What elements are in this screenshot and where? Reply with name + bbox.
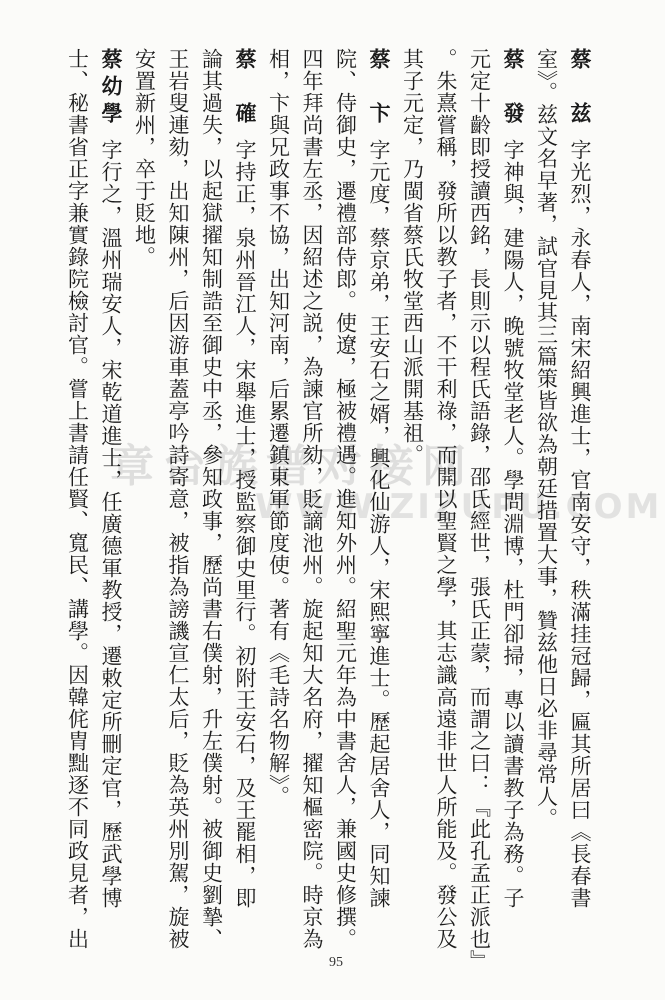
text-column <box>568 48 592 909</box>
text-column <box>501 48 525 909</box>
column-text: 安置新州，卒于貶地。 <box>132 48 157 268</box>
text-column <box>233 48 257 909</box>
column-text: 論其過失，以起獄擢知制誥至御史中丞，參知政事，歷尚書右僕射，升左僕射。被御史劉摯、 <box>199 48 224 950</box>
entry-name: 蔡 卞 <box>367 48 392 129</box>
column-text: 王岩叟連劾，出知陳州，后因游車蓋亭吟詩寄意，被指為謗譏宣仁太后，貶為英州別駕，旋被 <box>166 48 190 950</box>
text-column <box>66 48 90 950</box>
text-column <box>300 48 324 950</box>
text-column <box>166 48 190 950</box>
column-text: 字持正，泉州晉江人，宋舉進士，授監察御史里行。初附王安石，及王罷相，即 <box>233 139 257 909</box>
text-column <box>535 48 559 830</box>
column-text: 字元度，蔡京弟，王安石之婿，興化仙游人，宋熙寧進士。歷起居舍人，同知諫 <box>367 139 391 909</box>
column-text: 字神與，建陽人，晚號牧堂老人。學問淵博，杜門卻掃，專以讀書教子為務。子 <box>501 139 525 909</box>
text-column <box>200 48 224 950</box>
watermark-url: WWW.ZIZUPU.COM <box>255 487 663 527</box>
watermark-text: 章台族谱对接网 <box>110 441 474 492</box>
column-text: 其子元定，乃閩省蔡氏牧堂西山派開基祖。 <box>400 48 425 466</box>
column-text: 。朱熹嘗稱，發所以教子者，不干利祿，而開以聖賢之學，其志識高遠非世人所能及。發公及 <box>434 48 458 950</box>
column-text: 元定十齡即授讀西銘，長則示以程氏語錄，邵氏經世，張氏正蒙，而謂之曰：『此孔孟正派也』 <box>467 48 492 972</box>
text-column <box>267 48 291 808</box>
column-text: 字光烈，永春人，南宋紹興進士，官南安守，秩滿挂冠歸，匾其所居曰《長春書 <box>568 139 592 909</box>
column-text: 院、侍御史，遷禮部侍郎。使遼，極被禮遇。進知外州。紹聖元年為中書舍人，兼國史修撰。 <box>333 48 358 950</box>
text-column <box>401 48 425 466</box>
text-column <box>367 48 391 909</box>
page-number: 95 <box>329 955 343 970</box>
entry-name: 蔡 兹 <box>568 48 593 129</box>
entry-name: 蔡 發 <box>501 48 526 129</box>
column-text: 四年拜尚書左丞，因紹述之説，為諫官所劾，貶謫池州。旋起知大名府，擢知樞密院。時京為 <box>300 48 324 950</box>
text-column <box>99 48 123 909</box>
entry-name: 蔡 確 <box>233 48 258 129</box>
text-column <box>468 48 492 972</box>
text-column <box>334 48 358 950</box>
column-text: 士、秘書省正字兼實錄院檢討官。嘗上書請任賢、寬民、講學。因韓侂胄黜逐不同政見者，出 <box>65 48 90 950</box>
entry-name: 蔡幼學 <box>99 48 124 129</box>
column-text: 字行之，溫州瑞安人，宋乾道進士，任廣德軍教授，遷敕定所刪定官，歷武學博 <box>99 139 123 909</box>
text-column <box>434 48 458 950</box>
text-column <box>133 48 157 268</box>
column-text: 室》。兹文名早著，試官見其三篇策皆欲為朝廷措置大事，贊兹他日必非尋常人。 <box>534 48 559 830</box>
column-text: 相，卞與兄政事不協，出知河南，后累遷鎮東軍節度使。著有《毛詩名物解》。 <box>266 48 291 808</box>
